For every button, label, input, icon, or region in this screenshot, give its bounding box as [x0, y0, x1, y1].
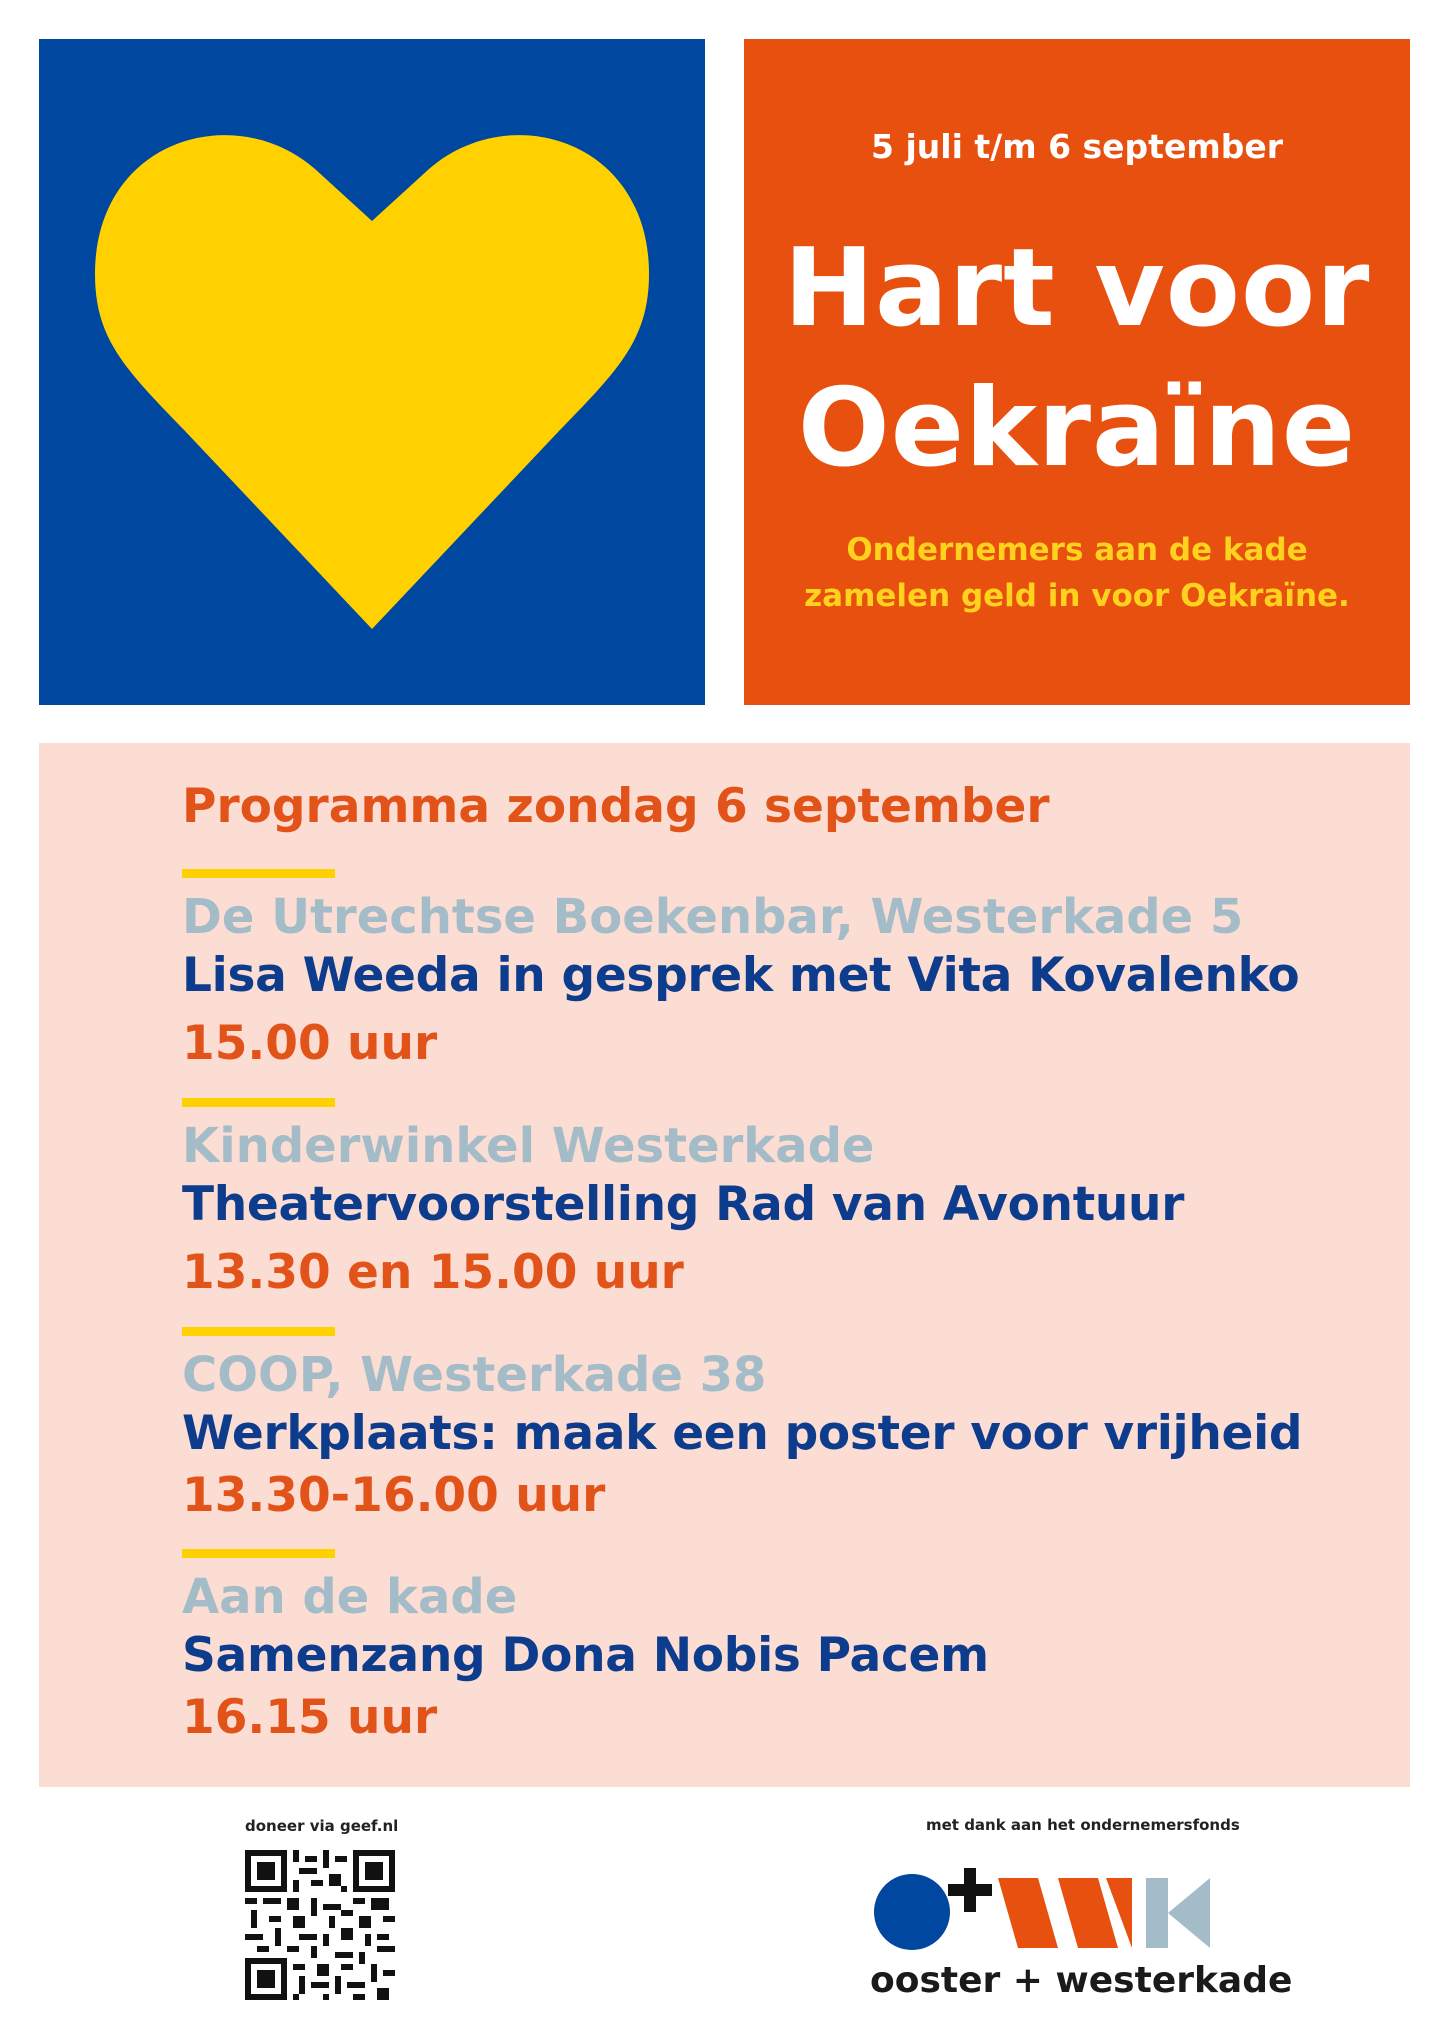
heart-panel — [39, 39, 705, 705]
event-venue: De Utrechtse Boekenbar, Westerkade 5 — [182, 889, 1244, 945]
event-time: 15.00 uur — [182, 1016, 438, 1071]
event-activity: Werkplaats: maak een poster voor vrijheid — [182, 1406, 1303, 1461]
heart-icon — [39, 39, 705, 705]
event-divider — [182, 1549, 335, 1558]
subtitle-line-1: Ondernemers aan de kade — [846, 532, 1308, 568]
event-dates: 5 juli t/m 6 september — [871, 127, 1283, 166]
event-time: 16.15 uur — [182, 1690, 438, 1745]
event-venue: COOP, Westerkade 38 — [182, 1347, 767, 1403]
event-divider — [182, 1098, 335, 1107]
ooster-westerkade-logo-icon — [870, 1858, 1285, 1958]
program-panel — [39, 743, 1410, 1787]
event-activity: Samenzang Dona Nobis Pacem — [182, 1628, 989, 1683]
subtitle-line-2: zamelen geld in voor Oekraïne. — [804, 578, 1350, 614]
program-heading: Programma zondag 6 september — [182, 779, 1050, 834]
program-event — [182, 1549, 1382, 1750]
page-title-line-2: Oekraïne — [797, 366, 1357, 491]
program-event — [182, 1098, 1382, 1305]
event-venue: Kinderwinkel Westerkade — [182, 1118, 875, 1174]
qr-code-icon[interactable] — [245, 1850, 395, 2000]
page-title — [744, 219, 1410, 499]
title-panel — [744, 39, 1410, 705]
program-event — [182, 1327, 1382, 1528]
event-time: 13.30-16.00 uur — [182, 1468, 606, 1523]
thanks-label: met dank aan het ondernemersfonds — [926, 1816, 1240, 1834]
event-activity: Lisa Weeda in gesprek met Vita Kovalenko — [182, 948, 1300, 1003]
page-subtitle — [744, 527, 1410, 619]
event-divider — [182, 869, 335, 878]
page-title-line-1: Hart voor — [783, 226, 1371, 351]
event-divider — [182, 1327, 335, 1336]
logo-text: ooster + westerkade — [870, 1960, 1293, 2001]
event-activity: Theatervoorstelling Rad van Avontuur — [182, 1177, 1185, 1232]
event-time: 13.30 en 15.00 uur — [182, 1245, 684, 1300]
program-event — [182, 869, 1382, 1076]
event-venue: Aan de kade — [182, 1569, 518, 1625]
donate-label: doneer via geef.nl — [245, 1817, 399, 1835]
